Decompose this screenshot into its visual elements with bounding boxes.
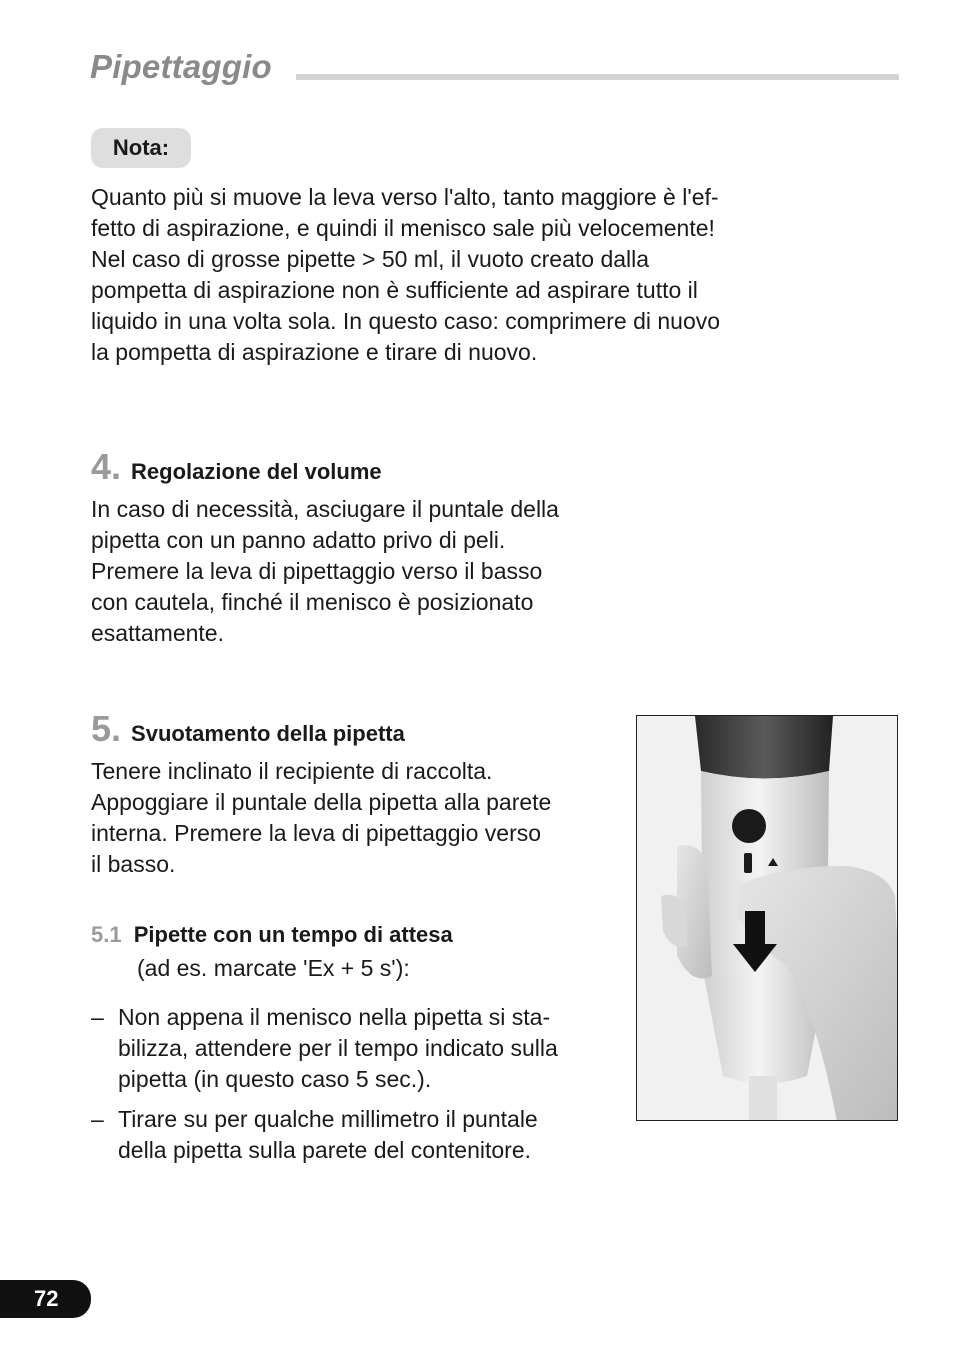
page-number: 72: [0, 1280, 91, 1318]
pipette-photo: [636, 715, 898, 1121]
section-4-heading: [91, 446, 382, 488]
note-line: la pompetta di aspirazione e tirare di nuovo.: [91, 339, 538, 365]
bullet-list: [91, 1002, 611, 1175]
section-4-line: pipetta con un panno adatto privo di peli.: [91, 527, 506, 553]
pipette-illustration: [637, 716, 898, 1121]
note-line: fetto di aspirazione, e quindi il menisco sale più velocemente!: [91, 215, 715, 241]
bullet-line: bilizza, attendere per il tempo indicato sulla: [118, 1035, 558, 1061]
page-title: Pipettaggio: [90, 48, 272, 85]
bullet-line: pipetta (in questo caso 5 sec.).: [118, 1066, 432, 1092]
note-line: pompetta di aspirazione non è sufficiente ad aspirare tutto il: [91, 277, 698, 303]
note-text: [91, 182, 791, 368]
section-5-line: Tenere inclinato il recipiente di raccolta.: [91, 758, 493, 784]
note-line: liquido in una volta sola. In questo caso: comprimere di nuovo: [91, 308, 721, 334]
bullet-dash: –: [91, 1004, 104, 1030]
subsection-5-1-heading: [91, 922, 453, 948]
section-4-number: 4.: [91, 446, 122, 487]
section-5-number: 5.: [91, 708, 122, 749]
lever-slot: [744, 853, 752, 873]
list-item: [91, 1104, 611, 1166]
section-4-title: Regolazione del volume: [131, 459, 382, 484]
section-5-title: Svuotamento della pipetta: [131, 721, 405, 746]
note-line: Quanto più si muove la leva verso l'alto, tanto maggiore è l'ef-: [91, 184, 719, 210]
release-button: [732, 809, 766, 843]
subsection-5-1-note: (ad es. marcate 'Ex + 5 s'):: [137, 955, 410, 981]
section-5-line: il basso.: [91, 851, 176, 877]
section-5-text: [91, 756, 611, 880]
pipette-tip: [749, 1076, 777, 1121]
bullet-line: della pipetta sulla parete del contenitore.: [118, 1137, 532, 1163]
pipette-cap: [695, 716, 833, 779]
section-4-line: In caso di necessità, asciugare il puntale della: [91, 496, 559, 522]
section-5-line: interna. Premere la leva di pipettaggio verso: [91, 820, 542, 846]
list-item: [91, 1002, 611, 1095]
subsection-5-1-number: 5.1: [91, 922, 122, 947]
section-5-heading: [91, 708, 405, 750]
note-line: Nel caso di grosse pipette > 50 ml, il vuoto creato dalla: [91, 246, 650, 272]
header-rule: [296, 74, 899, 80]
subsection-5-1-title: Pipette con un tempo di attesa: [133, 922, 453, 947]
section-5-line: Appoggiare il puntale della pipetta alla parete: [91, 789, 552, 815]
section-4-line: Premere la leva di pipettaggio verso il basso: [91, 558, 543, 584]
section-4-line: esattamente.: [91, 620, 224, 646]
note-label: Nota:: [91, 128, 191, 168]
section-4-line: con cautela, finché il menisco è posizionato: [91, 589, 534, 615]
bullet-line: Tirare su per qualche millimetro il puntale: [118, 1106, 538, 1132]
bullet-line: Non appena il menisco nella pipetta si sta-: [118, 1004, 551, 1030]
section-4-text: [91, 494, 611, 649]
bullet-dash: –: [91, 1106, 104, 1132]
